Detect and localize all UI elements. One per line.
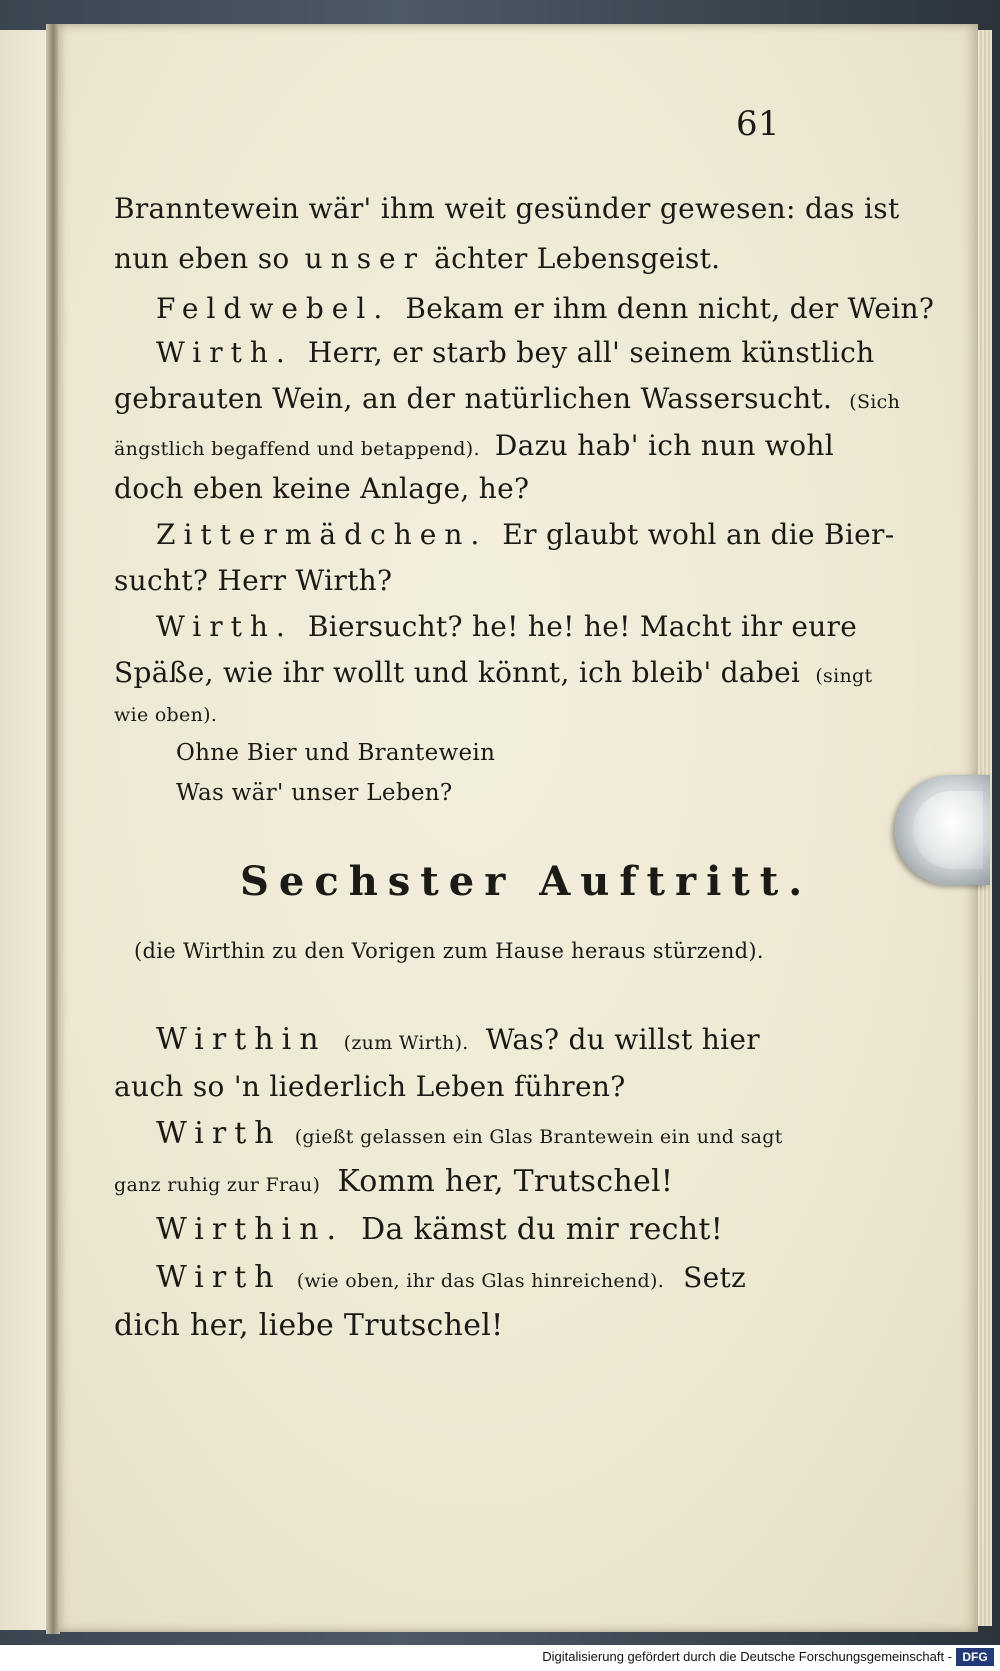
stage-direction: (singt bbox=[815, 665, 873, 687]
text-line bbox=[156, 1022, 760, 1057]
speaker-name: Zittermädchen. bbox=[156, 518, 488, 551]
song-line: Was wär' unser Leben? bbox=[176, 780, 453, 806]
page-number: 61 bbox=[736, 104, 780, 144]
stage-direction: wie oben). bbox=[114, 704, 218, 726]
text-line bbox=[114, 1164, 673, 1199]
stage-direction: (gießt gelassen ein Glas Brantewein ein und sagt bbox=[294, 1126, 783, 1148]
song-line: Ohne Bier und Brantewein bbox=[176, 740, 496, 766]
stage-direction: (zum Wirth). bbox=[343, 1032, 469, 1054]
speaker-name: Wirth. bbox=[156, 336, 293, 369]
text-line: doch eben keine Anlage, he? bbox=[114, 472, 530, 505]
speaker-name: Wirthin. bbox=[156, 1212, 345, 1247]
text-line: sucht? Herr Wirth? bbox=[114, 564, 393, 597]
footer-credit: Digitalisierung gefördert durch die Deutsche Forschungsgemeinschaft - bbox=[542, 1649, 952, 1664]
page-clip-highlight bbox=[913, 791, 983, 869]
text-line bbox=[156, 518, 895, 551]
dialogue-text: Bekam er ihm denn nicht, der Wein? bbox=[405, 292, 935, 325]
dialogue-text: Dazu hab' ich nun wohl bbox=[494, 429, 834, 462]
text-line bbox=[114, 429, 834, 462]
book-page bbox=[58, 24, 978, 1632]
stage-direction: ängstlich begaffend und betappend). bbox=[114, 438, 480, 460]
stage-direction: ganz ruhig zur Frau) bbox=[114, 1174, 321, 1196]
stage-direction: (Sich bbox=[849, 391, 901, 413]
text-line bbox=[156, 292, 934, 325]
dialogue-text: Komm her, Trutschel! bbox=[337, 1164, 674, 1199]
dialogue-text: Späße, wie ihr wollt und könnt, ich bleib' dabei bbox=[114, 656, 801, 689]
text-line bbox=[156, 1212, 723, 1247]
text-line bbox=[156, 1116, 783, 1151]
text-line: Branntewein wär' ihm weit gesünder gewesen: das ist bbox=[114, 192, 900, 225]
text-line bbox=[114, 656, 872, 689]
text-line bbox=[156, 336, 874, 369]
dialogue-text: Was? du willst hier bbox=[485, 1023, 760, 1056]
dialogue-text: Er glaubt wohl an die Bier- bbox=[502, 518, 895, 551]
text-line bbox=[114, 382, 900, 415]
text-line bbox=[114, 242, 720, 275]
text-span: ächter Lebensgeist. bbox=[434, 242, 721, 275]
text-span: nun eben so bbox=[114, 242, 290, 275]
scene-heading: Sechster Auftritt. bbox=[240, 858, 813, 905]
speaker-name: Wirth. bbox=[156, 610, 293, 643]
text-line: auch so 'n liederlich Leben führen? bbox=[114, 1070, 626, 1103]
text-line bbox=[156, 1260, 746, 1295]
dialogue-text: gebrauten Wein, an der natürlichen Wassersucht. bbox=[114, 382, 833, 415]
stage-direction: (die Wirthin zu den Vorigen zum Hause heraus stürzend). bbox=[134, 939, 764, 963]
dfg-logo: DFG bbox=[956, 1648, 994, 1666]
speaker-name: Wirth bbox=[156, 1260, 282, 1295]
dialogue-text: Biersucht? he! he! he! Macht ihr eure bbox=[307, 610, 858, 643]
speaker-name: Wirthin bbox=[156, 1022, 327, 1057]
speaker-name: Feldwebel. bbox=[156, 292, 391, 325]
dialogue-text: Setz bbox=[683, 1261, 747, 1294]
text-line bbox=[156, 610, 857, 643]
text-line: dich her, liebe Trutschel! bbox=[114, 1308, 504, 1343]
emphasis-text: unser bbox=[304, 242, 426, 275]
dialogue-text: Herr, er starb bey all' seinem künstlich bbox=[307, 336, 875, 369]
speaker-name: Wirth bbox=[156, 1116, 282, 1151]
stage-direction: (wie oben, ihr das Glas hinreichend). bbox=[296, 1270, 665, 1292]
dialogue-text: Da kämst du mir recht! bbox=[361, 1212, 724, 1247]
footer-bar bbox=[0, 1645, 1000, 1671]
